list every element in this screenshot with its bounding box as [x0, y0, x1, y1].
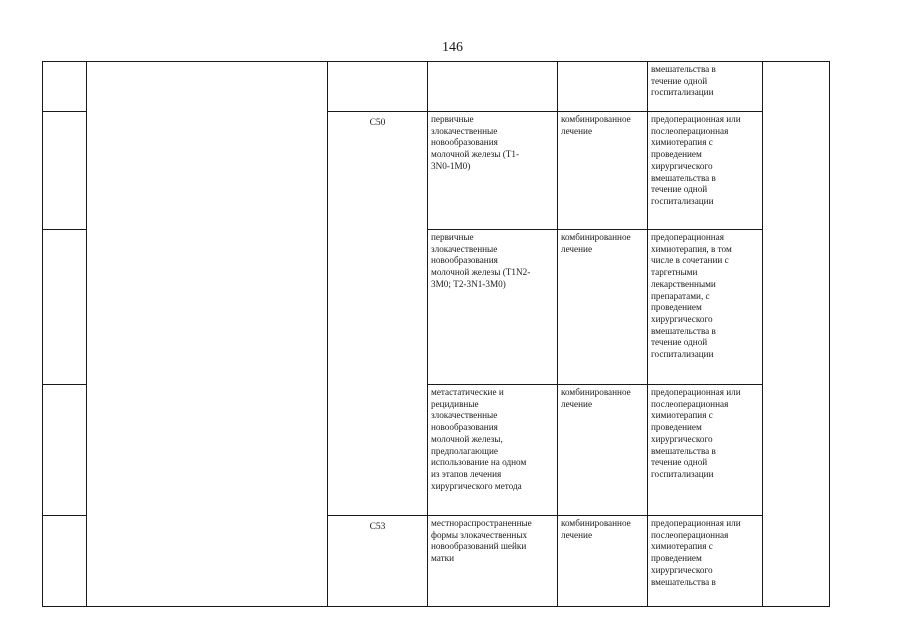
page-number: 146 [442, 40, 463, 55]
row-number-cell [43, 112, 87, 230]
diagnosis-cell [428, 62, 558, 112]
diagnosis-cell: первичные злокачественные новообразования молочной железы (Т1- 3N0-1M0) [428, 112, 558, 230]
row-number-cell [43, 516, 87, 607]
row-number-cell [43, 385, 87, 516]
method-cell: предоперационная или послеоперационная химиотерапия с проведением хирургического вмешательства в течение одной госпитализации [648, 385, 763, 516]
mkb-code-cell [328, 516, 428, 607]
norm-cell [763, 62, 830, 607]
method-cell: предоперационная химиотерапия, в том числе в сочетании с таргетными лекарственными препаратами, с проведением хирургического вмешательства в течение одной госпитализации [648, 230, 763, 385]
row-number-cell [43, 230, 87, 385]
treatment-cell: комбинированное лечение [558, 385, 648, 516]
diagnosis-cell: метастатические и рецидивные злокачественные новообразования молочной железы, предполагающие использование на одном из этапов лечения хирургического метода [428, 385, 558, 516]
medical-care-table [42, 61, 830, 607]
mkb-code: C53 [369, 522, 386, 532]
treatment-cell: комбинированное лечение [558, 516, 648, 607]
treatment-cell: комбинированное лечение [558, 230, 648, 385]
method-cell: предоперационная или послеоперационная химиотерапия с проведением хирургического вмешательства в [648, 516, 763, 607]
treatment-cell [558, 62, 648, 112]
table-row [43, 62, 830, 112]
row-number-cell [43, 62, 87, 112]
mkb-code: C50 [369, 118, 386, 128]
profile-cell [87, 62, 328, 607]
mkb-code-cell [328, 112, 428, 516]
method-cell: предоперационная или послеоперационная химиотерапия с проведением хирургического вмешательства в течение одной госпитализации [648, 112, 763, 230]
diagnosis-cell: первичные злокачественные новообразования молочной железы (Т1N2- 3M0; Т2-3N1-3M0) [428, 230, 558, 385]
diagnosis-cell: местнораспространенные формы злокачественных новообразований шейки матки [428, 516, 558, 607]
treatment-cell: комбинированное лечение [558, 112, 648, 230]
method-cell: вмешательства в течение одной госпитализации [648, 62, 763, 112]
code-cell [328, 62, 428, 112]
